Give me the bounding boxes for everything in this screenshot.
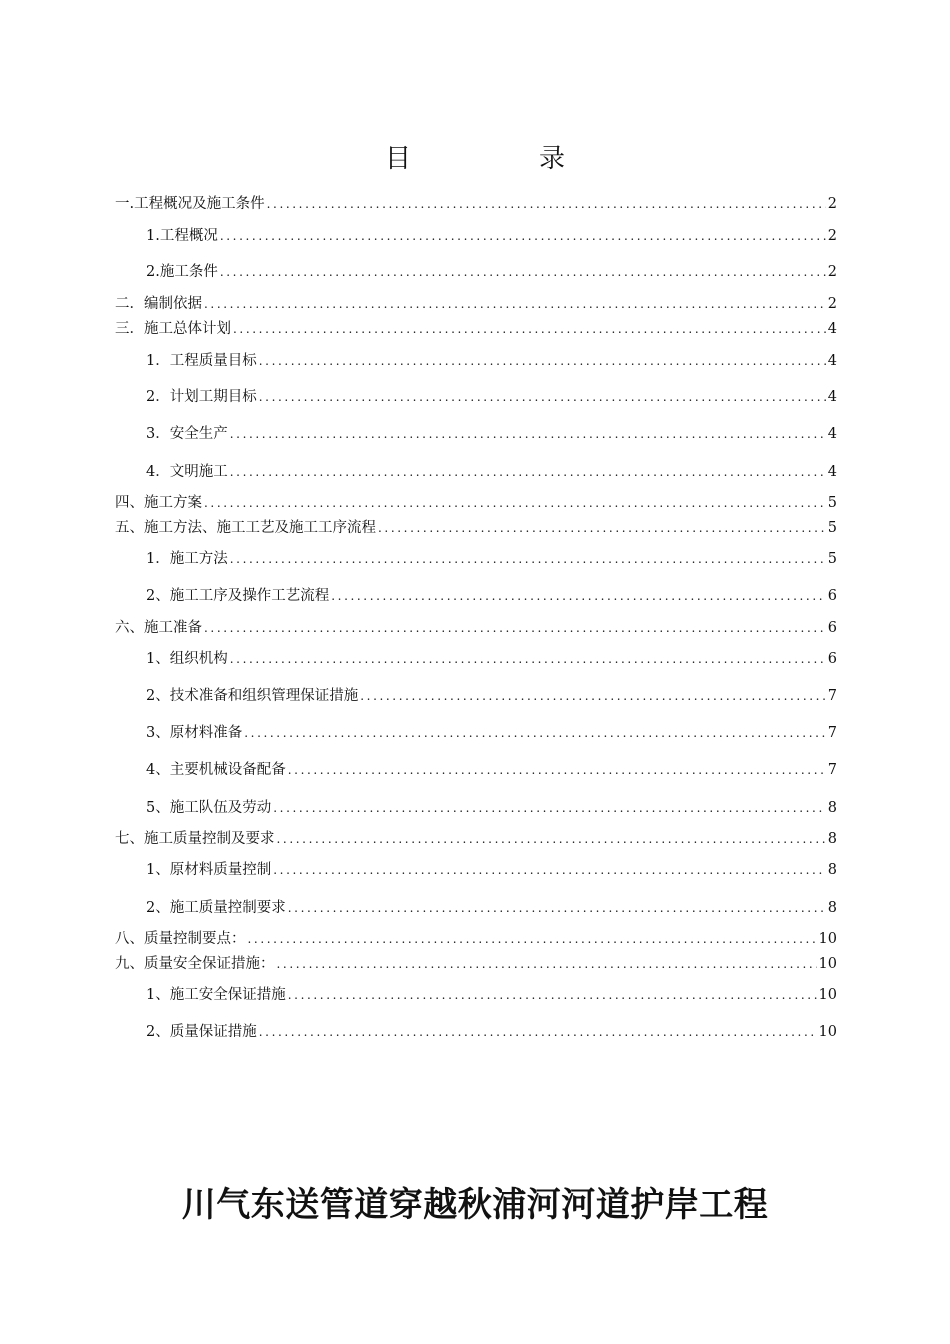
toc-dot-leader (288, 761, 826, 779)
toc-entry-label: 4．文明施工 (146, 464, 228, 480)
toc-entry[interactable] (115, 320, 837, 338)
toc-entry[interactable] (146, 227, 837, 245)
toc-entry-page-number: 10 (818, 1024, 837, 1040)
toc-entry-page-number: 7 (827, 688, 837, 704)
toc-entry-page-number: 7 (827, 762, 837, 778)
toc-entry[interactable] (146, 425, 837, 443)
toc-entry[interactable] (115, 519, 837, 537)
toc-entry-label: 2、施工质量控制要求 (146, 900, 286, 916)
toc-dot-leader (244, 724, 826, 742)
toc-dot-leader (230, 463, 826, 481)
toc-entry-label: 3．安全生产 (146, 426, 228, 442)
toc-entry-page-number: 4 (827, 464, 837, 480)
toc-entry-page-number: 6 (827, 651, 837, 667)
toc-entry[interactable] (115, 195, 837, 213)
toc-entry[interactable] (146, 550, 837, 568)
toc-dot-leader (204, 295, 826, 313)
toc-entry-page-number: 5 (827, 520, 837, 536)
toc-entry-label: 1．施工方法 (146, 551, 228, 567)
toc-entry-page-number: 2 (827, 196, 837, 212)
toc-entry-label: 4、主要机械设备配备 (146, 762, 286, 778)
toc-entry[interactable] (146, 1023, 837, 1041)
toc-entry[interactable] (146, 263, 837, 281)
toc-entry-page-number: 8 (827, 900, 837, 916)
toc-entry-label: 2、质量保证措施 (146, 1024, 257, 1040)
toc-entry[interactable] (146, 724, 837, 742)
toc-entry-page-number: 4 (827, 321, 837, 337)
toc-dot-leader (273, 799, 826, 817)
toc-entry-label: 二．编制依据 (115, 296, 202, 312)
toc-dot-leader (259, 1023, 817, 1041)
toc-entry-page-number: 4 (827, 389, 837, 405)
toc-entry[interactable] (146, 899, 837, 917)
toc-title-char-2: 录 (539, 144, 566, 174)
toc-entry[interactable] (115, 619, 837, 637)
toc-entry[interactable] (146, 861, 837, 879)
toc-entry[interactable] (146, 388, 837, 406)
toc-entry-label: 八、质量控制要点： (115, 931, 246, 947)
toc-entry-label: 2．计划工期目标 (146, 389, 257, 405)
toc-entry[interactable] (146, 352, 837, 370)
toc-entry-label: 四、施工方案 (115, 495, 202, 511)
toc-entry-page-number: 10 (818, 931, 837, 947)
toc-entry[interactable] (115, 494, 837, 512)
toc-entry-page-number: 4 (827, 426, 837, 442)
toc-entry-page-number: 6 (827, 620, 837, 636)
toc-title-char-1: 目 (384, 144, 411, 174)
toc-entry[interactable] (146, 687, 837, 705)
toc-entry-label: 六、施工准备 (115, 620, 202, 636)
toc-dot-leader (288, 899, 826, 917)
toc-dot-leader (378, 519, 826, 537)
toc-dot-leader (233, 320, 826, 338)
toc-entry-label: 2、施工工序及操作工艺流程 (146, 588, 330, 604)
toc-entry-label: 1、原材料质量控制 (146, 862, 272, 878)
toc-entry[interactable] (146, 587, 837, 605)
toc-entry[interactable] (146, 986, 837, 1004)
toc-entry-page-number: 4 (827, 353, 837, 369)
toc-entry[interactable] (115, 955, 837, 973)
toc-dot-leader (220, 263, 826, 281)
toc-entry-label: 1．工程质量目标 (146, 353, 257, 369)
toc-entry-label: 1、组织机构 (146, 651, 228, 667)
toc-entry-label: 五、施工方法、施工工艺及施工工序流程 (115, 520, 376, 536)
toc-entry-label: 2、技术准备和组织管理保证措施 (146, 688, 359, 704)
toc-entry[interactable] (146, 463, 837, 481)
toc-dot-leader (204, 494, 826, 512)
toc-dot-leader (273, 861, 826, 879)
toc-entry[interactable] (146, 799, 837, 817)
toc-dot-leader (230, 550, 826, 568)
toc-entry-page-number: 10 (818, 956, 837, 972)
toc-dot-leader (230, 650, 826, 668)
toc-dot-leader (259, 388, 826, 406)
toc-entry-page-number: 2 (827, 228, 837, 244)
toc-dot-leader (288, 986, 817, 1004)
toc-entry-label: 1、施工安全保证措施 (146, 987, 286, 1003)
toc-entry-label: 3、原材料准备 (146, 725, 243, 741)
toc-entry-label: 1.工程概况 (146, 228, 218, 244)
toc-entry-page-number: 6 (827, 588, 837, 604)
toc-entry-page-number: 7 (827, 725, 837, 741)
toc-entry[interactable] (146, 650, 837, 668)
toc-entry-page-number: 2 (827, 296, 837, 312)
toc-entry[interactable] (146, 761, 837, 779)
toc-entry-page-number: 8 (827, 831, 837, 847)
toc-entry-label: 2.施工条件 (146, 264, 218, 280)
toc-entry-page-number: 8 (827, 800, 837, 816)
toc-entry-label: 三．施工总体计划 (115, 321, 231, 337)
toc-title (0, 138, 950, 175)
toc-dot-leader (204, 619, 826, 637)
toc-entry-page-number: 5 (827, 551, 837, 567)
toc-dot-leader (360, 687, 826, 705)
toc-dot-leader (277, 830, 826, 848)
toc-dot-leader (230, 425, 826, 443)
toc-entry-label: 一.工程概况及施工条件 (115, 196, 265, 212)
toc-dot-leader (248, 930, 817, 948)
toc-entry-label: 七、施工质量控制及要求 (115, 831, 275, 847)
toc-entry-page-number: 2 (827, 264, 837, 280)
toc-dot-leader (259, 352, 826, 370)
toc-dot-leader (331, 587, 826, 605)
toc-dot-leader (220, 227, 826, 245)
toc-entry-page-number: 8 (827, 862, 837, 878)
document-title: 川气东送管道穿越秋浦河河道护岸工程 (181, 1185, 769, 1225)
toc-entry[interactable] (115, 830, 837, 848)
toc-entry-page-number: 5 (827, 495, 837, 511)
toc-entry-label: 5、施工队伍及劳动 (146, 800, 272, 816)
toc-entry[interactable] (115, 295, 837, 313)
toc-dot-leader (267, 195, 826, 213)
toc-dot-leader (277, 955, 817, 973)
toc-entry[interactable] (115, 930, 837, 948)
toc-entry-page-number: 10 (818, 987, 837, 1003)
toc-entry-label: 九、质量安全保证措施： (115, 956, 275, 972)
